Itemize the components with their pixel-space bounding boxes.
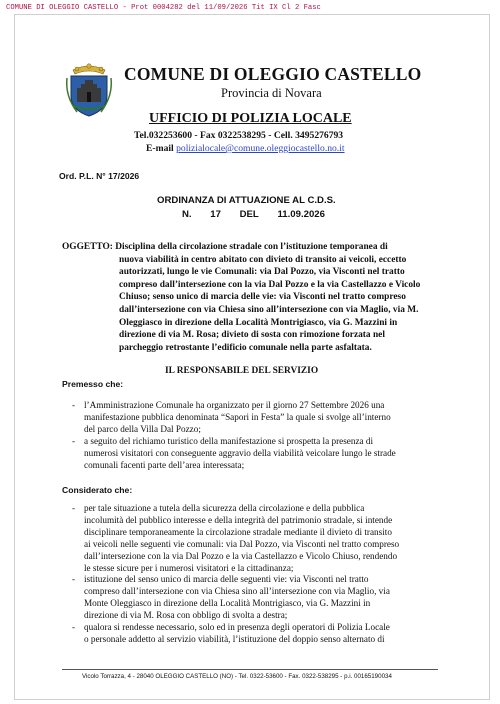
subject-line: Chiuso; senso unico di marcia delle vie: via Visconti nel tratto compreso bbox=[119, 292, 406, 303]
subject-line: direzione di via M. Rosa; divieto di sosta con rimozione forzata nel bbox=[119, 330, 385, 341]
considerato-list bbox=[72, 503, 442, 646]
considerato-heading: Considerato che: bbox=[62, 485, 133, 495]
footer-address: Vicolo Torrazza, 4 - 28040 OLEGGIO CASTELLO (NO) - Tel. 0322-53600 - Fax. 0322-538295 - p.i. 00165190034 bbox=[82, 673, 392, 680]
list-dash: - bbox=[72, 503, 76, 513]
subject-line: nuova viabilità in centro abitato con divieto di transito ai veicoli, eccetto bbox=[119, 254, 407, 265]
office-contacts: Tel.032253600 - Fax 0322538295 - Cell. 3495276793 bbox=[134, 130, 344, 141]
list-item: - per tale situazione a tutela della sicurezza della circolazione e della pubblica incolumità del pubblico interesse e della integrità del patrimonio stradale, si intende disciplinare temporaneamente la circolazione stradale mediante il divieto di transito ai veicoli nelle seguenti vie comunali: via Dal Pozzo, via Visconti nel tratto compreso dall’intersezione con la via Dal Pozzo e la via Castellazzo e Vicolo Chiuso, rendendo le stesse sicure per i numerosi visitatori e la cittadinanza; bbox=[72, 503, 400, 573]
subject-line: parcheggio retrostante l’edificio comunale nella parte asfaltata. bbox=[119, 342, 372, 353]
ordinance-title: ORDINANZA DI ATTUAZIONE AL C.D.S. bbox=[157, 195, 336, 206]
premesso-list bbox=[72, 399, 438, 471]
premesso-heading: Premesso che: bbox=[62, 379, 124, 389]
office-name: UFFICIO DI POLIZIA LOCALE bbox=[149, 111, 352, 126]
ordinance-number-line bbox=[182, 209, 339, 220]
number-label: N. bbox=[182, 209, 192, 220]
list-dash: - bbox=[72, 574, 76, 585]
protocol-stamp: COMUNE DI OLEGGIO CASTELLO - Prot 0004282 del 11/09/2026 Tit IX Cl 2 Fasc bbox=[6, 4, 321, 12]
subject-line: OGGETTO: Disciplina della circolazione stradale con l’istituzione temporanea di bbox=[62, 242, 388, 252]
list-dash: - bbox=[72, 622, 76, 633]
municipality-title: COMUNE DI OLEGGIO CASTELLO bbox=[124, 64, 422, 84]
email-link[interactable]: polizialocale@comune.oleggiocastello.no.it bbox=[176, 143, 345, 154]
ordinance-reference: Ord. P.L. N° 17/2026 bbox=[59, 171, 140, 181]
subject-block bbox=[62, 241, 438, 354]
list-dash: - bbox=[72, 400, 76, 410]
subject-label: OGGETTO: bbox=[62, 242, 113, 252]
ordinance-date: 11.09.2026 bbox=[277, 209, 325, 220]
province-subtitle: Provincia di Novara bbox=[221, 86, 322, 100]
responsible-heading: IL RESPONSABILE DEL SERVIZIO bbox=[165, 366, 319, 376]
footer-divider bbox=[62, 669, 438, 670]
list-item: - l’Amministrazione Comunale ha organizzato per il giorno 27 Settembre 2026 una manifestazione pubblica denominata “Sapori in Festa” la quale si svolge all’interno del parco della Villa Dal Pozzo; bbox=[72, 400, 391, 434]
del-label: DEL bbox=[239, 209, 259, 220]
subject-line: autorizzati, lungo le vie Comunali: via Dal Pozzo, via Visconti nel tratto bbox=[119, 267, 405, 278]
list-item: - qualora si rendesse necessario, solo ed in presenza degli operatori di Polizia Locale o personale addetto al servizio viabilità, l’istituzione del doppio senso alternato di bbox=[72, 622, 390, 644]
subject-line: Oleggiasco in direzione della Località Montrigiasco, via G. Mazzini in bbox=[119, 317, 398, 328]
list-item: - a seguito del richiamo turistico della manifestazione si prospetta la presenza di numerosi visitatori con conseguente aggravio della viabilità veicolare lungo le strade comunali facenti parte dell’area interessata; bbox=[72, 436, 396, 470]
email-label: E-mail bbox=[146, 143, 174, 154]
coat-of-arms-icon bbox=[63, 62, 115, 118]
list-dash: - bbox=[72, 436, 76, 446]
list-item: - istituzione del senso unico di marcia delle seguenti vie: via Visconti nel tratto compreso dall’intersezione con via Chiesa sino all’intersezione con via Maglio, via Monte Oleggiasco in direzione della Località Montrigiasco, via G. Mazzini in direzione di via M. Rosa con obbligo di svolta a destra; bbox=[72, 574, 390, 621]
ordinance-number: 17 bbox=[210, 209, 221, 220]
subject-line: dall’intersezione con via Chiesa sino all’intersezione con via Maglio, via M. bbox=[119, 304, 419, 315]
office-email-line bbox=[146, 143, 345, 154]
subject-line: compreso dall’intersezione con la via Dal Pozzo e la via Castellazzo e Vicolo bbox=[119, 279, 421, 290]
